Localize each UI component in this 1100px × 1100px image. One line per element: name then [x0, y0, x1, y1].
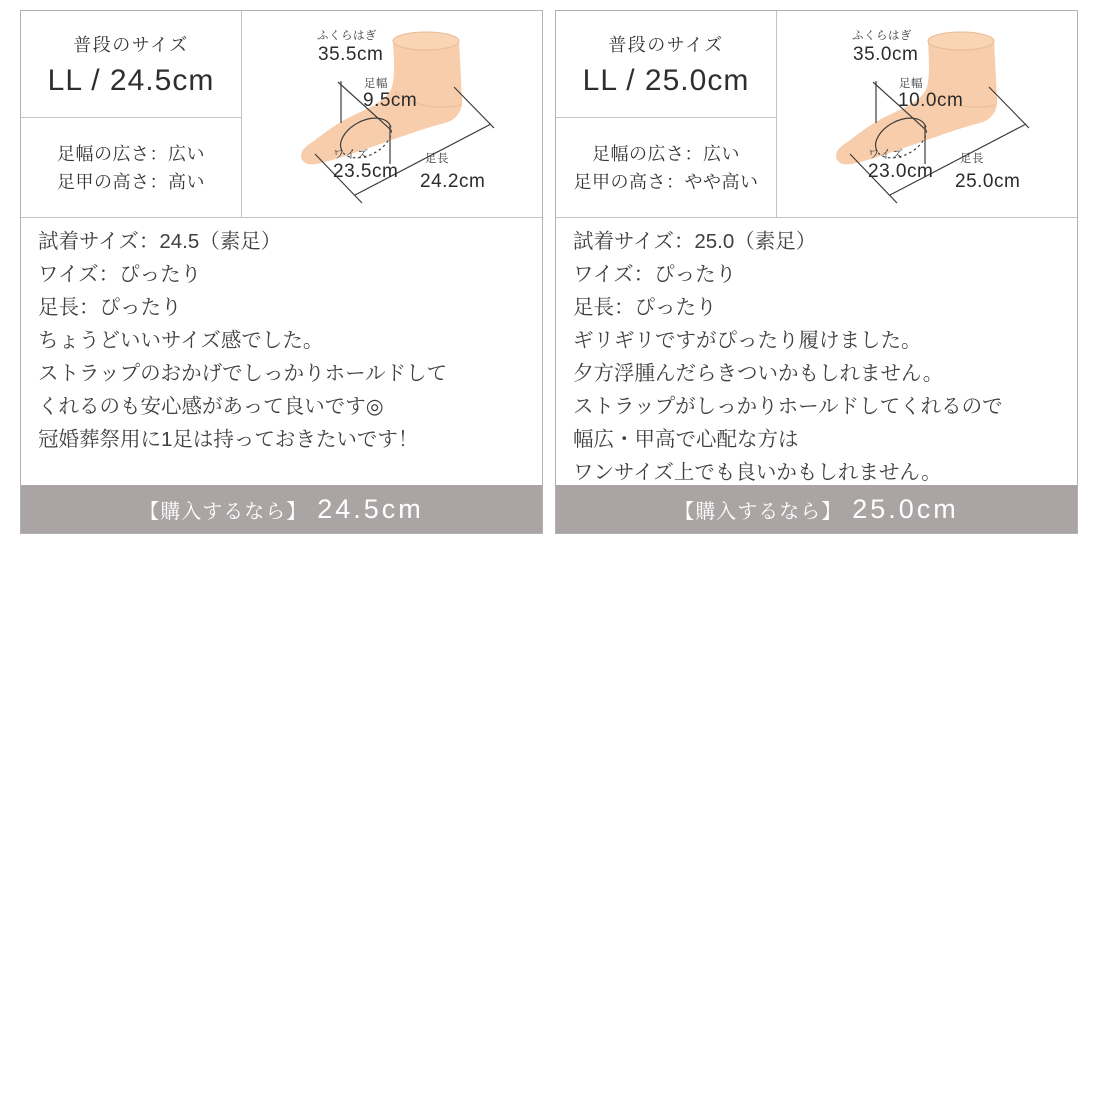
foot-width-value: 10.0cm — [898, 90, 964, 111]
girth-value: 23.0cm — [868, 161, 934, 182]
review-line: ストラップがしっかりホールドしてくれるので — [573, 395, 1003, 418]
calf-cross-section — [393, 32, 459, 50]
foot-width-label: 足幅 — [364, 78, 388, 90]
calf-label: ふくらはぎ — [317, 30, 377, 42]
usual-size-label: 普段のサイズ — [608, 34, 724, 55]
fitting-review-text — [556, 218, 1077, 485]
calf-label: ふくらはぎ — [852, 30, 912, 42]
review-line: 試着サイズ：24.5（素足） — [38, 230, 282, 253]
size-summary-row — [556, 11, 1077, 218]
size-review-card-25-0 — [555, 10, 1078, 534]
foot-length-value: 24.2cm — [420, 171, 486, 192]
instep-height-attribute: 足甲の高さ：やや高い — [573, 171, 759, 192]
foot-attributes-block — [556, 118, 776, 217]
foot-width-label: 足幅 — [899, 78, 923, 90]
foot-measurement-diagram — [242, 11, 542, 216]
fitting-review-text — [21, 218, 542, 485]
instep-height-attribute: 足甲の高さ：高い — [57, 171, 205, 192]
usual-size-cell — [21, 11, 242, 217]
foot-diagram-cell — [242, 11, 542, 217]
review-line: 幅広・甲高で心配な方は — [573, 428, 799, 451]
usual-size-cell — [556, 11, 777, 217]
calf-cross-section — [928, 32, 994, 50]
usual-size-label: 普段のサイズ — [73, 34, 189, 55]
foot-length-label: 足長 — [425, 153, 449, 165]
review-line: 試着サイズ：25.0（素足） — [573, 230, 817, 253]
size-review-card-24-5 — [20, 10, 543, 534]
usual-size-value: LL / 24.5cm — [47, 63, 215, 97]
review-line: 足長：ぴったり — [573, 296, 717, 319]
review-line: 足長：ぴったり — [38, 296, 182, 319]
review-line: ストラップのおかげでしっかりホールドして — [38, 362, 448, 385]
review-line: ギリギリですがぴったり履けました。 — [573, 329, 922, 352]
girth-label: ワイズ — [333, 149, 369, 161]
purchase-recommendation-label: 【購入するなら】 — [674, 500, 843, 523]
review-line: ワンサイズ上でも良いかもしれません。 — [573, 461, 942, 484]
usual-size-block — [556, 11, 776, 118]
calf-value: 35.5cm — [318, 44, 384, 65]
foot-length-label: 足長 — [960, 153, 984, 165]
recommended-size-value: 24.5cm — [317, 493, 424, 524]
foot-diagram-cell — [777, 11, 1077, 217]
recommended-purchase-bar — [21, 485, 542, 533]
review-line: ワイズ：ぴったり — [573, 263, 737, 286]
girth-value: 23.5cm — [333, 161, 399, 182]
review-line: 冠婚葬祭用に1足は持っておきたいです！ — [38, 428, 419, 451]
foot-length-value: 25.0cm — [955, 171, 1021, 192]
review-line: ちょうどいいサイズ感でした。 — [38, 329, 324, 352]
girth-label: ワイズ — [868, 149, 904, 161]
purchase-recommendation-label: 【購入するなら】 — [139, 500, 308, 523]
review-line: ワイズ：ぴったり — [38, 263, 202, 286]
foot-measurement-diagram — [777, 11, 1077, 216]
foot-attributes-block — [21, 118, 241, 217]
recommended-purchase-bar — [556, 485, 1077, 533]
calf-value: 35.0cm — [853, 44, 919, 65]
recommended-size-value: 25.0cm — [852, 493, 959, 524]
size-summary-row — [21, 11, 542, 218]
review-line: 夕方浮腫んだらきついかもしれません。 — [573, 362, 944, 385]
foot-width-attribute: 足幅の広さ：広い — [592, 143, 740, 164]
foot-width-value: 9.5cm — [363, 90, 418, 111]
review-line: くれるのも安心感があって良いです◎ — [38, 395, 384, 418]
foot-width-attribute: 足幅の広さ：広い — [57, 143, 205, 164]
usual-size-value: LL / 25.0cm — [582, 63, 750, 97]
usual-size-block — [21, 11, 241, 118]
